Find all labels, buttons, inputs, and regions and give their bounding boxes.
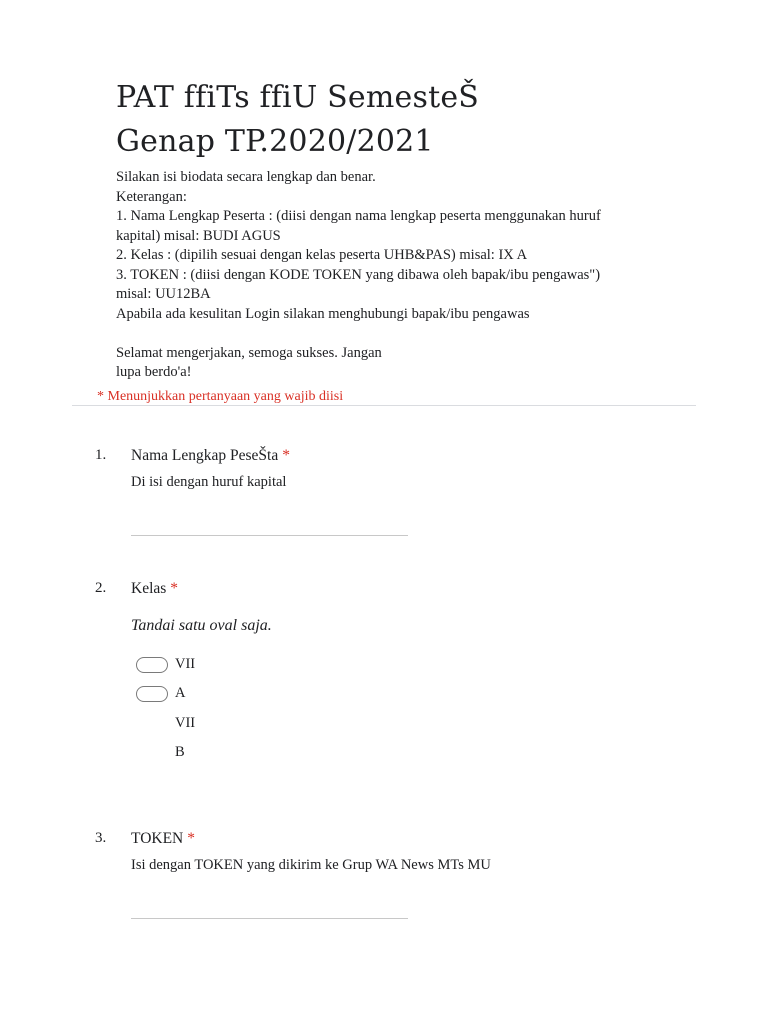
question-help: Tandai satu oval saja. <box>131 617 272 634</box>
required-asterisk: * <box>187 830 195 847</box>
question-title <box>131 580 178 598</box>
form-description <box>116 168 676 383</box>
description-line: kapital) misal: BUDI AGUS <box>116 227 281 244</box>
question-title-text: TOKEN <box>131 830 184 847</box>
option-label: A <box>175 685 186 701</box>
question-help: Isi dengan TOKEN yang dikirim ke Grup WA News MTs MU <box>131 857 491 873</box>
option-label: VII <box>175 715 196 731</box>
option-label: B <box>175 744 185 760</box>
question-number: 3. <box>95 830 107 846</box>
form-title <box>116 76 676 164</box>
nama-answer-input[interactable] <box>131 535 408 536</box>
required-asterisk: * <box>170 580 179 597</box>
description-line: 1. Nama Lengkap Peserta : (diisi dengan nama lengkap peserta menggunakan huruf <box>116 208 601 224</box>
option-label: VII <box>175 656 196 672</box>
header-divider <box>72 405 696 406</box>
description-line: 2. Kelas : (dipilih sesuai dengan kelas peserta UHB&PAS) misal: IX A <box>116 247 528 263</box>
form-title-line: PAT ffiTs ffiU SemesteŠ <box>116 80 480 115</box>
question-title-text: Nama Lengkap PeseŠta <box>131 447 279 464</box>
description-line: Keterangan: <box>116 188 187 205</box>
question-title <box>131 830 195 848</box>
description-line: 3. TOKEN : (diisi dengan KODE TOKEN yang dibawa oleh bapak/ibu pengawas") <box>116 266 601 283</box>
required-asterisk: * <box>282 447 290 464</box>
radio-oval[interactable] <box>136 657 168 673</box>
description-line: misal: UU12BA <box>116 286 211 302</box>
question-number: 1. <box>95 447 107 463</box>
description-line: Selamat mengerjakan, semoga sukses. Jangan <box>116 344 382 361</box>
form-title-line: Genap TP.2020/2021 <box>116 124 434 159</box>
required-note: * Menunjukkan pertanyaan yang wajib diisi <box>97 389 344 404</box>
question-title <box>131 447 290 465</box>
form-header <box>116 76 676 383</box>
description-line: Apabila ada kesulitan Login silakan menghubungi bapak/ibu pengawas <box>116 305 530 322</box>
description-line: lupa berdo'a! <box>116 364 192 380</box>
question-title-text: Kelas <box>131 580 167 597</box>
token-answer-input[interactable] <box>131 918 408 919</box>
description-spacer <box>116 324 676 344</box>
question-number: 2. <box>95 580 107 596</box>
radio-oval[interactable] <box>136 686 168 702</box>
question-help: Di isi dengan huruf kapital <box>131 474 287 490</box>
description-line: Silakan isi biodata secara lengkap dan benar. <box>116 169 376 185</box>
